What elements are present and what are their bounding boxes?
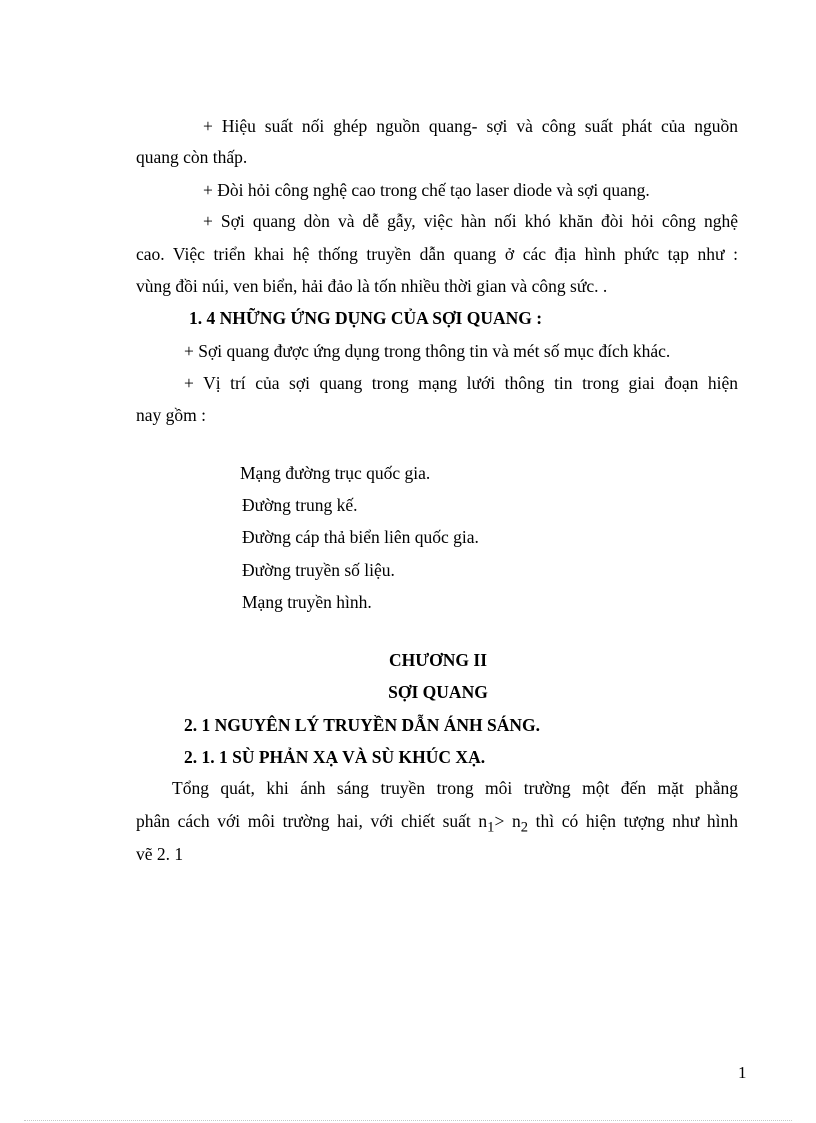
list-item: Mạng đường trục quốc gia. [240, 463, 431, 483]
subsection-heading: 2. 1. 1 SÙ PHẢN XẠ VÀ SÙ KHÚC XẠ. [184, 747, 486, 767]
list-item: Mạng truyền hình. [242, 592, 372, 612]
paragraph-line: + Sợi quang dòn và dễ gẫy, việc hàn nối khó khăn đòi hỏi công nghệ [203, 211, 738, 231]
comparison-text: > n [494, 811, 521, 831]
section-heading: 2. 1 NGUYÊN LÝ TRUYỀN DẪN ÁNH SÁNG. [184, 715, 541, 735]
page-number: 1 [738, 1063, 747, 1082]
list-item: Đường truyền số liệu. [242, 560, 395, 580]
paragraph-line: nay gồm : [136, 405, 206, 425]
paragraph-text: phân cách với môi trường hai, với chiết suất n [136, 811, 488, 831]
paragraph-line: vẽ 2. 1 [136, 844, 184, 864]
paragraph-line: + Vị trí của sợi quang trong mạng lưới thông tin trong giai đoạn hiện [184, 373, 738, 393]
list-item: Đường cáp thả biển liên quốc gia. [242, 527, 479, 547]
chapter-subtitle: SỢI QUANG [388, 682, 488, 702]
chapter-title: CHƯƠNG II [388, 650, 488, 670]
subscript-1: 1 [487, 819, 495, 836]
section-heading: 1. 4 NHỮNG ỨNG DỤNG CỦA SỢI QUANG : [189, 308, 543, 328]
paragraph-line: + Đòi hỏi công nghệ cao trong chế tạo laser diode và sợi quang. [203, 180, 650, 200]
paragraph-line: + Hiệu suất nối ghép nguồn quang- sợi và công suất phát của nguồn [203, 116, 738, 136]
subscript-2: 2 [520, 819, 528, 836]
footer-divider [24, 1120, 792, 1121]
paragraph-line: Tổng quát, khi ánh sáng truyền trong môi trường một đến mặt phẳng [172, 778, 738, 798]
list-item: Đường trung kế. [242, 495, 358, 515]
paragraph-line: vùng đồi núi, ven biển, hải đảo là tốn nhiều thời gian và công sức. . [136, 276, 608, 296]
paragraph-line: quang còn thấp. [136, 147, 248, 167]
paragraph-text: thì có hiện tượng như hình [528, 811, 738, 831]
paragraph-line: cao. Việc triển khai hệ thống truyền dẫn quang ở các địa hình phức tạp như : [136, 244, 738, 264]
paragraph-line [136, 810, 738, 839]
paragraph-line: + Sợi quang được ứng dụng trong thông tin và mét số mục đích khác. [184, 341, 671, 361]
